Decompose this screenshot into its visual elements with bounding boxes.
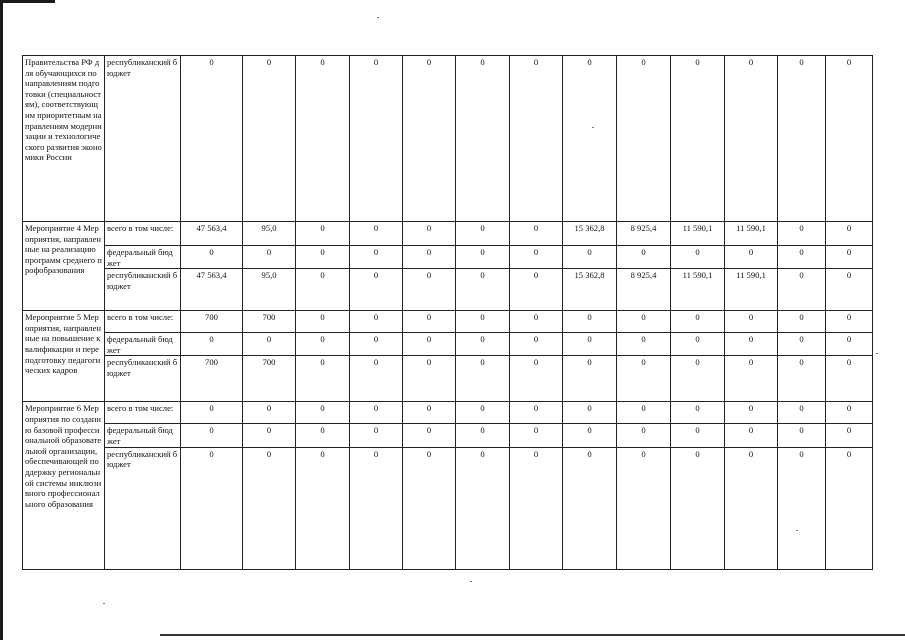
value-cell: 0	[826, 311, 873, 333]
value-cell: 0	[510, 356, 563, 402]
measure-name-cell: Мероприятие 5 Мероприятия, направленные на повышение квалификации и переподготовку педагогических кадров	[23, 311, 105, 402]
value-cell: 0	[778, 269, 826, 311]
value-cell: 0	[778, 424, 826, 447]
value-cell: 0	[510, 56, 563, 222]
value-cell: 0	[403, 356, 456, 402]
value-cell: 11 590,1	[671, 222, 725, 246]
value-cell: 47 563,4	[181, 269, 243, 311]
value-cell: 0	[296, 311, 350, 333]
value-cell: 0	[617, 356, 671, 402]
value-cell: 0	[243, 246, 296, 269]
value-cell: 0	[456, 402, 510, 424]
value-cell: 0	[456, 424, 510, 447]
value-cell: 0	[296, 402, 350, 424]
value-cell: 0	[725, 424, 778, 447]
value-cell: 0	[350, 333, 403, 356]
value-cell: 0	[181, 246, 243, 269]
scan-edge-bottom	[160, 634, 905, 636]
value-cell: 0	[510, 447, 563, 569]
value-cell: 95,0	[243, 269, 296, 311]
value-cell: 0	[778, 356, 826, 402]
value-cell: 0	[181, 424, 243, 447]
value-cell: 0	[296, 333, 350, 356]
value-cell: 0	[563, 356, 617, 402]
value-cell: 0	[826, 246, 873, 269]
value-cell: 0	[563, 311, 617, 333]
value-cell: 0	[671, 424, 725, 447]
value-cell: 0	[456, 447, 510, 569]
value-cell: 0	[456, 56, 510, 222]
value-cell: 0	[510, 333, 563, 356]
value-cell: 0	[181, 333, 243, 356]
value-cell: 0	[617, 333, 671, 356]
funding-source-cell: всего в том числе:	[105, 402, 181, 424]
scan-speck	[377, 17, 379, 18]
value-cell: 0	[725, 311, 778, 333]
value-cell: 11 590,1	[671, 269, 725, 311]
value-cell: 8 925,4	[617, 269, 671, 311]
value-cell: 0	[725, 246, 778, 269]
value-cell: 0	[350, 269, 403, 311]
value-cell: 0	[617, 246, 671, 269]
value-cell: 700	[243, 311, 296, 333]
value-cell: 0	[350, 246, 403, 269]
value-cell: 0	[350, 402, 403, 424]
value-cell: 8 925,4	[617, 222, 671, 246]
value-cell: 0	[725, 333, 778, 356]
scan-speck	[876, 353, 878, 354]
value-cell: 0	[826, 402, 873, 424]
table-row	[23, 246, 873, 269]
value-cell: 700	[243, 356, 296, 402]
value-cell: 0	[671, 447, 725, 569]
value-cell: 11 590,1	[725, 269, 778, 311]
funding-source-cell: республиканский бюджет	[105, 356, 181, 402]
value-cell: 0	[778, 246, 826, 269]
value-cell: 0	[510, 269, 563, 311]
measure-name-cell: Мероприятие 6 Мероприятия по созданию базовой профессиональной образовательной организации, обеспечивающей поддержку региональной системы инклюзивного профессионального образования	[23, 402, 105, 569]
table-row	[23, 424, 873, 447]
table-row	[23, 402, 873, 424]
value-cell: 0	[778, 311, 826, 333]
table-row	[23, 56, 873, 222]
value-cell: 0	[826, 424, 873, 447]
value-cell: 0	[563, 402, 617, 424]
value-cell: 0	[563, 424, 617, 447]
value-cell: 0	[826, 269, 873, 311]
value-cell: 700	[181, 356, 243, 402]
value-cell: 0	[296, 447, 350, 569]
value-cell: 0	[456, 269, 510, 311]
scan-speck	[470, 581, 472, 582]
value-cell: 0	[181, 56, 243, 222]
value-cell: 0	[671, 246, 725, 269]
funding-source-cell: федеральный бюджет	[105, 424, 181, 447]
funding-source-cell: всего в том числе:	[105, 222, 181, 246]
value-cell: 0	[243, 56, 296, 222]
value-cell: 0	[617, 402, 671, 424]
funding-source-cell: федеральный бюджет	[105, 246, 181, 269]
value-cell: 0	[671, 402, 725, 424]
value-cell: 15 362,8	[563, 269, 617, 311]
value-cell: 0	[350, 222, 403, 246]
value-cell: 0	[725, 447, 778, 569]
value-cell: 47 563,4	[181, 222, 243, 246]
value-cell: 0	[725, 56, 778, 222]
value-cell: 0	[296, 222, 350, 246]
value-cell: 15 362,8	[563, 222, 617, 246]
value-cell: 0	[243, 333, 296, 356]
value-cell: 0	[778, 447, 826, 569]
value-cell: 0	[510, 311, 563, 333]
table-row	[23, 311, 873, 333]
funding-source-cell: всего в том числе:	[105, 311, 181, 333]
value-cell: 95,0	[243, 222, 296, 246]
value-cell: 0	[243, 424, 296, 447]
value-cell: 0	[671, 356, 725, 402]
table-row	[23, 222, 873, 246]
value-cell: 0	[563, 333, 617, 356]
value-cell: 11 590,1	[725, 222, 778, 246]
value-cell: 0	[725, 356, 778, 402]
value-cell: 0	[350, 447, 403, 569]
value-cell: 0	[403, 311, 456, 333]
funding-source-cell: федеральный бюджет	[105, 333, 181, 356]
table-row	[23, 356, 873, 402]
value-cell: 0	[296, 246, 350, 269]
value-cell: 0	[296, 424, 350, 447]
scan-edge-left	[0, 0, 3, 640]
value-cell: 0	[403, 246, 456, 269]
value-cell: 0	[403, 333, 456, 356]
budget-table	[22, 55, 873, 570]
value-cell: 0	[403, 447, 456, 569]
value-cell: 0	[243, 402, 296, 424]
funding-source-cell: республиканский бюджет	[105, 56, 181, 222]
value-cell: 0	[181, 447, 243, 569]
value-cell: 0	[826, 222, 873, 246]
value-cell: 0	[778, 222, 826, 246]
value-cell: 0	[456, 333, 510, 356]
value-cell: 0	[403, 56, 456, 222]
value-cell: 0	[403, 269, 456, 311]
value-cell: 0	[826, 447, 873, 569]
funding-source-cell: республиканский бюджет	[105, 269, 181, 311]
value-cell: 0	[510, 424, 563, 447]
value-cell: 0	[510, 246, 563, 269]
value-cell: 0	[826, 333, 873, 356]
table-row	[23, 333, 873, 356]
value-cell: 0	[350, 356, 403, 402]
value-cell: 0	[350, 311, 403, 333]
value-cell: 0	[563, 447, 617, 569]
value-cell: 0	[778, 56, 826, 222]
value-cell: 0	[778, 333, 826, 356]
value-cell: 0	[243, 447, 296, 569]
scan-edge-top	[0, 0, 55, 3]
measure-name-cell: Мероприятие 4 Мероприятия, направленные на реализацию программ среднего профобразования	[23, 222, 105, 311]
value-cell: 0	[403, 402, 456, 424]
value-cell: 0	[778, 402, 826, 424]
table-row	[23, 269, 873, 311]
budget-table-body	[23, 56, 873, 570]
value-cell: 0	[617, 447, 671, 569]
scan-speck	[103, 603, 105, 604]
value-cell: 0	[671, 311, 725, 333]
value-cell: 0	[671, 333, 725, 356]
value-cell: 0	[181, 402, 243, 424]
value-cell: 0	[563, 56, 617, 222]
value-cell: 700	[181, 311, 243, 333]
value-cell: 0	[456, 356, 510, 402]
value-cell: 0	[725, 402, 778, 424]
value-cell: 0	[296, 56, 350, 222]
value-cell: 0	[296, 356, 350, 402]
value-cell: 0	[350, 56, 403, 222]
value-cell: 0	[617, 424, 671, 447]
value-cell: 0	[510, 402, 563, 424]
value-cell: 0	[671, 56, 725, 222]
value-cell: 0	[510, 222, 563, 246]
value-cell: 0	[350, 424, 403, 447]
value-cell: 0	[456, 311, 510, 333]
measure-name-cell: Правительства РФ для обучающихся по направлениям подготовки (специальностям), соответствующим приоритетным направлениям модернизации и технологического развития экономики России	[23, 56, 105, 222]
value-cell: 0	[403, 222, 456, 246]
value-cell: 0	[456, 222, 510, 246]
value-cell: 0	[617, 311, 671, 333]
value-cell: 0	[456, 246, 510, 269]
value-cell: 0	[563, 246, 617, 269]
value-cell: 0	[826, 56, 873, 222]
value-cell: 0	[403, 424, 456, 447]
value-cell: 0	[617, 56, 671, 222]
table-row	[23, 447, 873, 569]
value-cell: 0	[296, 269, 350, 311]
value-cell: 0	[826, 356, 873, 402]
funding-source-cell: республиканский бюджет	[105, 447, 181, 569]
